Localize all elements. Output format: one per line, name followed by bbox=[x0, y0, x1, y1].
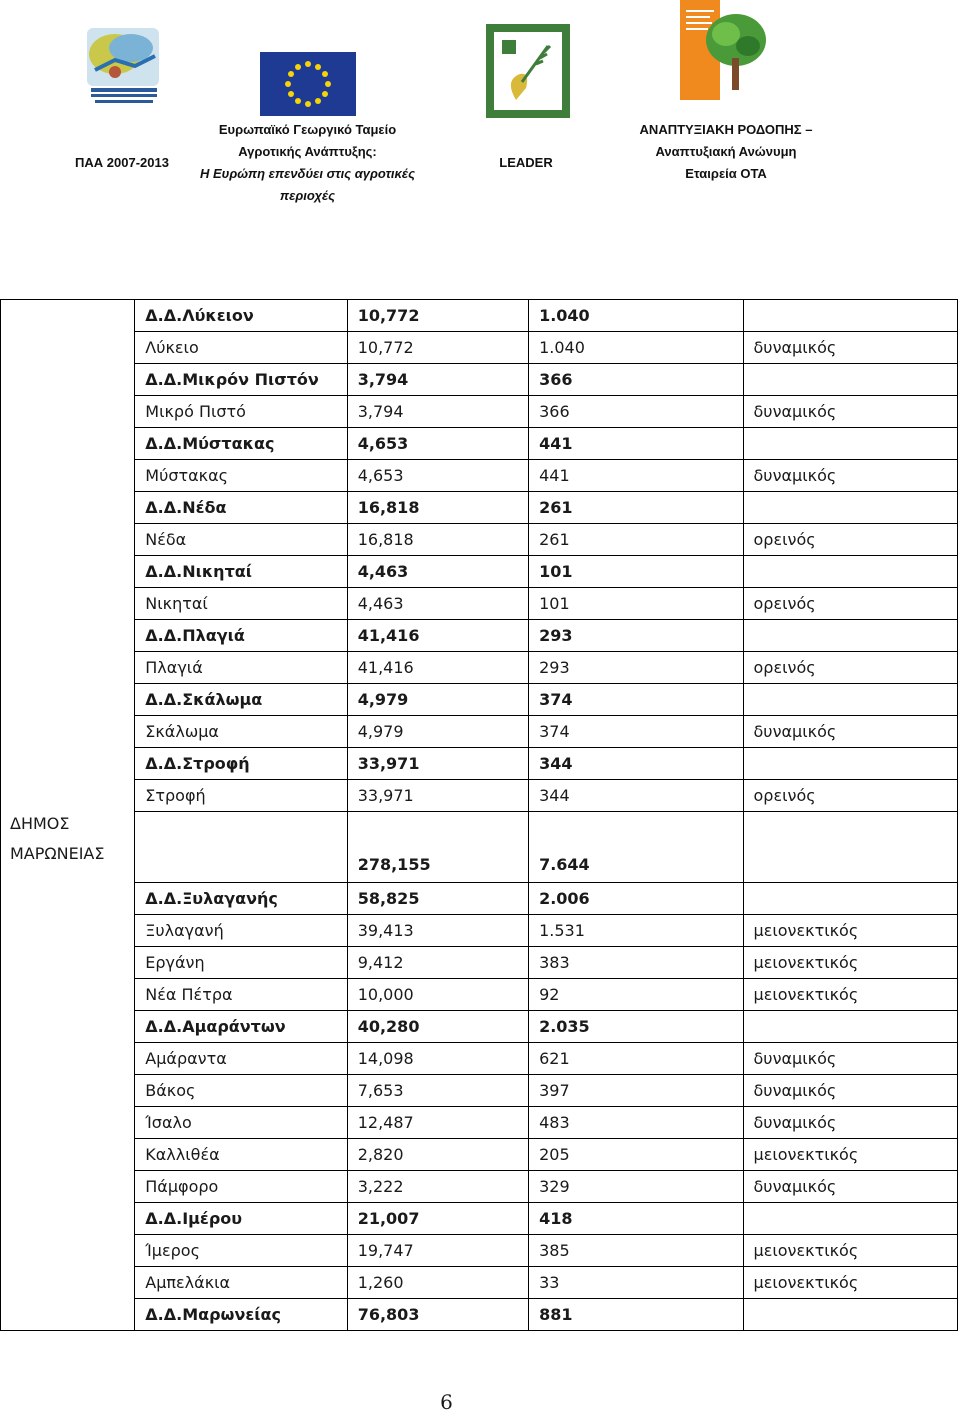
municipality-cell bbox=[1, 748, 135, 780]
name-cell: Δ.Δ.Σκάλωμα bbox=[135, 684, 347, 716]
population-cell: 441 bbox=[529, 428, 743, 460]
municipality-cell bbox=[1, 716, 135, 748]
municipality-cell bbox=[1, 652, 135, 684]
district-row bbox=[1, 428, 958, 460]
municipality-cell bbox=[1, 300, 135, 332]
header-rodopi-line1: ΑΝΑΠΤΥΞΙΑΚΗ ΡΟΔΟΠΗΣ – bbox=[639, 122, 813, 137]
type-cell: δυναμικός bbox=[743, 716, 957, 748]
village-row bbox=[1, 460, 958, 492]
name-cell: Δ.Δ.Λύκειον bbox=[135, 300, 347, 332]
area-cell: 4,979 bbox=[347, 716, 528, 748]
population-cell: 418 bbox=[529, 1203, 743, 1235]
type-cell: μειονεκτικός bbox=[743, 979, 957, 1011]
page-number: 6 bbox=[440, 1390, 453, 1414]
name-cell: Δ.Δ.Νικηταί bbox=[135, 556, 347, 588]
municipality-cell bbox=[1, 556, 135, 588]
area-cell: 7,653 bbox=[347, 1075, 528, 1107]
district-row bbox=[1, 1203, 958, 1235]
name-cell: Δ.Δ.Μύστακας bbox=[135, 428, 347, 460]
name-cell: Δ.Δ.Πλαγιά bbox=[135, 620, 347, 652]
municipality-cell bbox=[1, 1139, 135, 1171]
village-row bbox=[1, 716, 958, 748]
population-cell: 33 bbox=[529, 1267, 743, 1299]
municipality-cell bbox=[1, 1075, 135, 1107]
village-row bbox=[1, 947, 958, 979]
village-row bbox=[1, 332, 958, 364]
area-cell: 4,653 bbox=[347, 460, 528, 492]
area-cell: 10,000 bbox=[347, 979, 528, 1011]
population-cell: 483 bbox=[529, 1107, 743, 1139]
population-cell: 385 bbox=[529, 1235, 743, 1267]
municipality-cell bbox=[1, 396, 135, 428]
area-cell: 4,979 bbox=[347, 684, 528, 716]
type-cell: δυναμικός bbox=[743, 1043, 957, 1075]
area-cell: 41,416 bbox=[347, 652, 528, 684]
area-cell: 16,818 bbox=[347, 492, 528, 524]
municipality-cell bbox=[1, 684, 135, 716]
header-eafrd-block bbox=[185, 119, 430, 207]
district-row bbox=[1, 684, 958, 716]
area-cell: 12,487 bbox=[347, 1107, 528, 1139]
area-cell: 14,098 bbox=[347, 1043, 528, 1075]
municipality-cell bbox=[1, 1107, 135, 1139]
name-cell: Στροφή bbox=[135, 780, 347, 812]
header-rodopi-line2: Αναπτυξιακή Ανώνυμη bbox=[655, 144, 797, 159]
type-cell bbox=[743, 620, 957, 652]
municipality-cell bbox=[1, 1299, 135, 1331]
name-cell: Μικρό Πιστό bbox=[135, 396, 347, 428]
municipality-cell bbox=[1, 364, 135, 396]
name-cell: Δ.Δ.Στροφή bbox=[135, 748, 347, 780]
population-cell: 366 bbox=[529, 396, 743, 428]
village-row bbox=[1, 1235, 958, 1267]
population-cell: 293 bbox=[529, 652, 743, 684]
area-cell: 3,222 bbox=[347, 1171, 528, 1203]
municipality-cell bbox=[1, 588, 135, 620]
district-row bbox=[1, 556, 958, 588]
header-rodopi-line3: Εταιρεία ΟΤΑ bbox=[685, 166, 767, 181]
name-cell: Λύκειο bbox=[135, 332, 347, 364]
population-cell: 261 bbox=[529, 492, 743, 524]
area-cell: 2,820 bbox=[347, 1139, 528, 1171]
population-cell: 383 bbox=[529, 947, 743, 979]
population-cell: 329 bbox=[529, 1171, 743, 1203]
municipality-cell bbox=[1, 1171, 135, 1203]
population-cell: 344 bbox=[529, 780, 743, 812]
type-cell: μειονεκτικός bbox=[743, 1267, 957, 1299]
name-cell: Αμάραντα bbox=[135, 1043, 347, 1075]
population-cell: 92 bbox=[529, 979, 743, 1011]
header-eafrd-line2: Αγροτικής Ανάπτυξης: bbox=[238, 144, 377, 159]
area-cell: 21,007 bbox=[347, 1203, 528, 1235]
population-cell: 1.040 bbox=[529, 332, 743, 364]
type-cell: δυναμικός bbox=[743, 1107, 957, 1139]
type-cell bbox=[743, 492, 957, 524]
leader-logo bbox=[486, 24, 570, 118]
population-cell: 261 bbox=[529, 524, 743, 556]
name-cell: Σκάλωμα bbox=[135, 716, 347, 748]
name-cell: Μύστακας bbox=[135, 460, 347, 492]
name-cell: Πάμφορο bbox=[135, 1171, 347, 1203]
district-row bbox=[1, 1011, 958, 1043]
name-cell: Βάκος bbox=[135, 1075, 347, 1107]
municipality-cell bbox=[1, 1203, 135, 1235]
population-cell: 374 bbox=[529, 684, 743, 716]
area-cell: 4,653 bbox=[347, 428, 528, 460]
municipality-cell bbox=[1, 524, 135, 556]
population-cell: 1.531 bbox=[529, 915, 743, 947]
district-row bbox=[1, 364, 958, 396]
type-cell bbox=[743, 556, 957, 588]
type-cell: μειονεκτικός bbox=[743, 1139, 957, 1171]
municipality-cell bbox=[1, 492, 135, 524]
paa-logo bbox=[85, 26, 163, 110]
village-row bbox=[1, 1139, 958, 1171]
population-cell: 366 bbox=[529, 364, 743, 396]
dimos-label-line2: ΜΑΡΩΝΕΙΑΣ bbox=[10, 844, 105, 863]
area-cell: 1,260 bbox=[347, 1267, 528, 1299]
type-cell bbox=[743, 1011, 957, 1043]
name-cell: Δ.Δ.Μικρόν Πιστόν bbox=[135, 364, 347, 396]
municipality-cell bbox=[1, 947, 135, 979]
area-cell: 3,794 bbox=[347, 364, 528, 396]
village-row bbox=[1, 1171, 958, 1203]
type-cell: ορεινός bbox=[743, 652, 957, 684]
page-header bbox=[0, 0, 960, 270]
village-row bbox=[1, 1107, 958, 1139]
area-cell: 33,971 bbox=[347, 748, 528, 780]
type-cell bbox=[743, 364, 957, 396]
name-cell: Νέα Πέτρα bbox=[135, 979, 347, 1011]
village-row bbox=[1, 524, 958, 556]
municipality-cell bbox=[1, 1267, 135, 1299]
district-row bbox=[1, 492, 958, 524]
type-cell: δυναμικός bbox=[743, 396, 957, 428]
village-row bbox=[1, 915, 958, 947]
eu-flag-logo bbox=[260, 52, 356, 116]
name-cell: Πλαγιά bbox=[135, 652, 347, 684]
population-cell: 7.644 bbox=[529, 812, 743, 883]
municipality-cell bbox=[1, 979, 135, 1011]
type-cell bbox=[743, 300, 957, 332]
village-row bbox=[1, 1075, 958, 1107]
municipality-cell bbox=[1, 915, 135, 947]
district-row bbox=[1, 620, 958, 652]
village-row bbox=[1, 1267, 958, 1299]
type-cell: ορεινός bbox=[743, 780, 957, 812]
municipality-cell bbox=[1, 1011, 135, 1043]
villages-table bbox=[0, 299, 958, 1331]
area-cell: 10,772 bbox=[347, 300, 528, 332]
header-eafrd-line1: Ευρωπαϊκό Γεωργικό Ταμείο bbox=[218, 122, 397, 137]
type-cell: μειονεκτικός bbox=[743, 947, 957, 979]
population-cell: 881 bbox=[529, 1299, 743, 1331]
village-row bbox=[1, 652, 958, 684]
type-cell bbox=[743, 1299, 957, 1331]
village-row bbox=[1, 396, 958, 428]
municipality-cell bbox=[1, 1235, 135, 1267]
villages-table-body bbox=[1, 300, 958, 1331]
name-cell: Ίμερος bbox=[135, 1235, 347, 1267]
name-cell: Δ.Δ.Μαρωνείας bbox=[135, 1299, 347, 1331]
area-cell: 9,412 bbox=[347, 947, 528, 979]
municipality-cell bbox=[1, 428, 135, 460]
municipality-cell bbox=[1, 620, 135, 652]
type-cell: δυναμικός bbox=[743, 1075, 957, 1107]
type-cell: μειονεκτικός bbox=[743, 915, 957, 947]
rodopi-tree-logo bbox=[680, 0, 772, 100]
area-cell: 41,416 bbox=[347, 620, 528, 652]
name-cell: Δ.Δ.Αμαράντων bbox=[135, 1011, 347, 1043]
area-cell: 10,772 bbox=[347, 332, 528, 364]
type-cell bbox=[743, 1203, 957, 1235]
type-cell: δυναμικός bbox=[743, 460, 957, 492]
village-row bbox=[1, 1043, 958, 1075]
type-cell bbox=[743, 428, 957, 460]
municipality-cell bbox=[1, 883, 135, 915]
area-cell: 19,747 bbox=[347, 1235, 528, 1267]
type-cell bbox=[743, 684, 957, 716]
municipality-cell bbox=[1, 780, 135, 812]
population-cell: 205 bbox=[529, 1139, 743, 1171]
area-cell: 4,463 bbox=[347, 556, 528, 588]
area-cell: 3,794 bbox=[347, 396, 528, 428]
name-cell: Ξυλαγανή bbox=[135, 915, 347, 947]
population-cell: 621 bbox=[529, 1043, 743, 1075]
name-cell: Δ.Δ.Ιμέρου bbox=[135, 1203, 347, 1235]
population-cell: 293 bbox=[529, 620, 743, 652]
dimos-label bbox=[10, 809, 104, 869]
dimos-label-line1: ΔΗΜΟΣ bbox=[10, 814, 70, 833]
village-row bbox=[1, 979, 958, 1011]
type-cell bbox=[743, 748, 957, 780]
name-cell: Αμπελάκια bbox=[135, 1267, 347, 1299]
type-cell bbox=[743, 883, 957, 915]
population-cell: 2.006 bbox=[529, 883, 743, 915]
area-cell: 76,803 bbox=[347, 1299, 528, 1331]
village-row bbox=[1, 780, 958, 812]
type-cell: ορεινός bbox=[743, 588, 957, 620]
population-cell: 101 bbox=[529, 556, 743, 588]
area-cell: 4,463 bbox=[347, 588, 528, 620]
name-cell: Δ.Δ.Ξυλαγανής bbox=[135, 883, 347, 915]
population-cell: 101 bbox=[529, 588, 743, 620]
header-eafrd-line4: περιοχές bbox=[279, 188, 336, 203]
area-cell: 58,825 bbox=[347, 883, 528, 915]
header-rodopi-block bbox=[620, 119, 832, 185]
area-cell: 39,413 bbox=[347, 915, 528, 947]
name-cell: Εργάνη bbox=[135, 947, 347, 979]
area-cell: 33,971 bbox=[347, 780, 528, 812]
population-cell: 397 bbox=[529, 1075, 743, 1107]
municipality-cell bbox=[1, 1043, 135, 1075]
type-cell: δυναμικός bbox=[743, 332, 957, 364]
name-cell: Δ.Δ.Νέδα bbox=[135, 492, 347, 524]
area-cell: 16,818 bbox=[347, 524, 528, 556]
name-cell: Καλλιθέα bbox=[135, 1139, 347, 1171]
population-cell: 1.040 bbox=[529, 300, 743, 332]
type-cell bbox=[743, 812, 957, 883]
area-cell: 278,155 bbox=[347, 812, 528, 883]
header-leader-label: LEADER bbox=[499, 155, 553, 170]
type-cell: δυναμικός bbox=[743, 1171, 957, 1203]
type-cell: ορεινός bbox=[743, 524, 957, 556]
municipality-cell bbox=[1, 460, 135, 492]
header-paa-label: ΠΑΑ 2007-2013 bbox=[75, 155, 169, 170]
name-cell: Ίσαλο bbox=[135, 1107, 347, 1139]
district-row bbox=[1, 300, 958, 332]
type-cell: μειονεκτικός bbox=[743, 1235, 957, 1267]
population-cell: 344 bbox=[529, 748, 743, 780]
name-cell: Νικηταί bbox=[135, 588, 347, 620]
total-row bbox=[1, 812, 958, 883]
population-cell: 2.035 bbox=[529, 1011, 743, 1043]
name-cell: Νέδα bbox=[135, 524, 347, 556]
municipality-cell bbox=[1, 332, 135, 364]
name-cell bbox=[135, 812, 347, 883]
population-cell: 441 bbox=[529, 460, 743, 492]
district-row bbox=[1, 883, 958, 915]
district-row bbox=[1, 748, 958, 780]
header-eafrd-line3: Η Ευρώπη επενδύει στις αγροτικές bbox=[199, 166, 416, 181]
area-cell: 40,280 bbox=[347, 1011, 528, 1043]
village-row bbox=[1, 588, 958, 620]
district-row bbox=[1, 1299, 958, 1331]
population-cell: 374 bbox=[529, 716, 743, 748]
